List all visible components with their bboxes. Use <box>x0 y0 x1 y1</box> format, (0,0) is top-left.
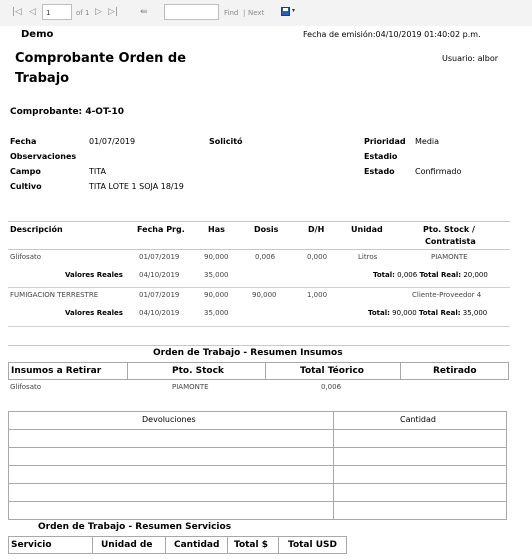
search-input[interactable] <box>164 4 219 20</box>
observaciones-label: Observaciones <box>10 152 77 161</box>
insumos-header-cell <box>127 362 266 380</box>
estado-value: Confirmado <box>415 167 462 176</box>
servicios-header-cell <box>92 536 166 554</box>
row-total-value: 90,000 <box>392 309 417 317</box>
cultivo-value: TITA LOTE 1 SOJA 18/19 <box>89 182 184 191</box>
row-real-label: Valores Reales <box>65 271 123 279</box>
cantidad-empty-cell <box>333 447 507 466</box>
campo-value: TITA <box>89 167 106 176</box>
col-contratista: Contratista <box>425 237 476 246</box>
insumo-stock: PIAMONTE <box>172 383 209 391</box>
col-unidad: Unidad <box>351 225 383 234</box>
solicito-label: Solicitó <box>209 137 243 146</box>
previous-page-icon[interactable]: ◁ <box>29 7 36 17</box>
devoluciones-empty-cell <box>8 429 334 448</box>
row-fecha: 01/07/2019 <box>139 253 180 261</box>
prioridad-label: Prioridad <box>364 137 406 146</box>
row-dh: 1,000 <box>307 291 328 299</box>
find-next-button[interactable]: Next <box>248 9 265 17</box>
voucher-number <box>10 107 124 117</box>
issue-date-label: Fecha de emisión: <box>303 30 376 39</box>
col-dosis: Dosis <box>254 225 279 234</box>
row-total-real-label: Total Real: <box>419 271 462 279</box>
devoluciones-empty-cell <box>8 483 334 502</box>
page-number-input[interactable]: 1 <box>42 4 72 20</box>
row-descripcion: FUMIGACION TERRESTRE <box>10 291 99 299</box>
row-total-label: Total: <box>373 271 395 279</box>
row-total-real-value: 35,000 <box>462 309 488 317</box>
devoluciones-col: Devoluciones <box>142 415 196 424</box>
devoluciones-header-cell <box>8 411 334 430</box>
devoluciones-empty-cell <box>8 501 334 520</box>
campo-label: Campo <box>10 167 41 176</box>
insumos-title: Orden de Trabajo - Resumen Insumos <box>153 348 343 358</box>
servicios-col-total-usd: Total USD <box>288 540 337 550</box>
issue-date-value: 04/10/2019 01:40:02 p.m. <box>375 30 481 39</box>
cantidad-empty-cell <box>333 483 507 502</box>
estadio-label: Estadio <box>364 152 398 161</box>
export-dropdown-icon[interactable]: ▾ <box>292 7 296 14</box>
devoluciones-empty-cell <box>8 447 334 466</box>
prioridad-value: Media <box>415 137 440 146</box>
col-has: Has <box>208 225 225 234</box>
fecha-label: Fecha <box>10 137 37 146</box>
insumos-header-cell <box>8 362 128 380</box>
row-total-real-value: 20,000 <box>463 271 488 279</box>
servicios-col-servicio: Servicio <box>11 540 52 550</box>
cantidad-header-cell <box>333 411 507 430</box>
servicios-header-cell <box>278 536 347 554</box>
servicios-title: Orden de Trabajo - Resumen Servicios <box>38 522 232 532</box>
voucher-label: Comprobante: <box>10 107 83 117</box>
row-stock: Cliente-Proveedor 4 <box>412 291 482 299</box>
servicios-col-cantidad: Cantidad <box>174 540 220 550</box>
row-total-real-label: Total Real: <box>418 309 461 317</box>
col-fecha-prg: Fecha Prg. <box>137 225 185 234</box>
report-toolbar <box>0 0 532 26</box>
page-count-label: of 1 <box>76 9 90 17</box>
user-value: albor <box>477 54 499 63</box>
tasks-top-rule <box>8 221 510 222</box>
row-unidad: Litros <box>358 253 378 261</box>
cantidad-empty-cell <box>333 501 507 520</box>
row-dosis: 0,006 <box>255 253 276 261</box>
find-button[interactable]: Find <box>224 9 239 17</box>
insumos-col-retirar: Insumos a Retirar <box>11 366 102 376</box>
next-page-icon[interactable]: ▷ <box>95 7 102 17</box>
insumos-col-stock: Pto. Stock <box>172 366 224 376</box>
row-total-label: Total: <box>368 309 390 317</box>
devoluciones-empty-cell <box>8 465 334 484</box>
row-real-label: Valores Reales <box>65 309 123 317</box>
insumos-header-cell <box>400 362 509 380</box>
row-stock: PIAMONTE <box>431 253 468 261</box>
insumos-col-retirado: Retirado <box>433 366 477 376</box>
cantidad-empty-cell <box>333 429 507 448</box>
col-descripcion: Descripción <box>10 225 63 234</box>
fecha-value: 01/07/2019 <box>89 137 136 146</box>
row-real-has: 35,000 <box>204 309 229 317</box>
user-info <box>442 54 498 63</box>
row-total <box>368 309 487 317</box>
issue-date <box>303 30 481 39</box>
servicios-header-cell <box>165 536 228 554</box>
tasks-header-rule <box>8 249 510 250</box>
row-dosis: 90,000 <box>252 291 277 299</box>
row-has: 90,000 <box>204 291 229 299</box>
row-total <box>373 271 488 279</box>
row-fecha: 01/07/2019 <box>139 291 180 299</box>
insumo-total: 0,006 <box>321 383 342 391</box>
back-icon[interactable]: ⇚ <box>140 7 148 17</box>
servicios-col-unidad: Unidad de <box>101 540 153 550</box>
insumos-top-rule <box>8 345 510 346</box>
estado-label: Estado <box>364 167 395 176</box>
user-label: Usuario: <box>442 54 476 63</box>
insumos-header-cell <box>265 362 401 380</box>
servicios-col-total-pesos: Total $ <box>234 540 268 550</box>
voucher-value: 4-OT-10 <box>85 107 125 117</box>
row-real-fecha: 04/10/2019 <box>139 309 180 317</box>
page-title-line1: Comprobante Orden de <box>15 51 187 66</box>
row-dh: 0,000 <box>307 253 328 261</box>
cantidad-col: Cantidad <box>400 415 436 424</box>
row-divider <box>8 287 510 288</box>
servicios-header-cell <box>227 536 279 554</box>
first-page-icon[interactable]: |◁ <box>12 7 22 17</box>
row-descripcion: Glifosato <box>10 253 42 261</box>
row-real-has: 35,000 <box>204 271 229 279</box>
cantidad-empty-cell <box>333 465 507 484</box>
find-separator: | <box>243 9 246 17</box>
page-title-line2: Trabajo <box>15 71 70 86</box>
last-page-icon[interactable]: ▷| <box>108 7 118 17</box>
cultivo-label: Cultivo <box>10 182 42 191</box>
row-divider <box>8 326 510 327</box>
row-total-value: 0,006 <box>397 271 418 279</box>
company-name: Demo <box>21 29 54 40</box>
servicios-header-cell <box>8 536 93 554</box>
row-has: 90,000 <box>204 253 229 261</box>
insumo-name: Glifosato <box>10 383 42 391</box>
col-dh: D/H <box>308 225 325 234</box>
export-icon[interactable] <box>281 7 290 16</box>
row-real-fecha: 04/10/2019 <box>139 271 180 279</box>
insumos-col-total: Total Téorico <box>300 366 364 376</box>
col-pto-stock: Pto. Stock / <box>423 225 475 234</box>
